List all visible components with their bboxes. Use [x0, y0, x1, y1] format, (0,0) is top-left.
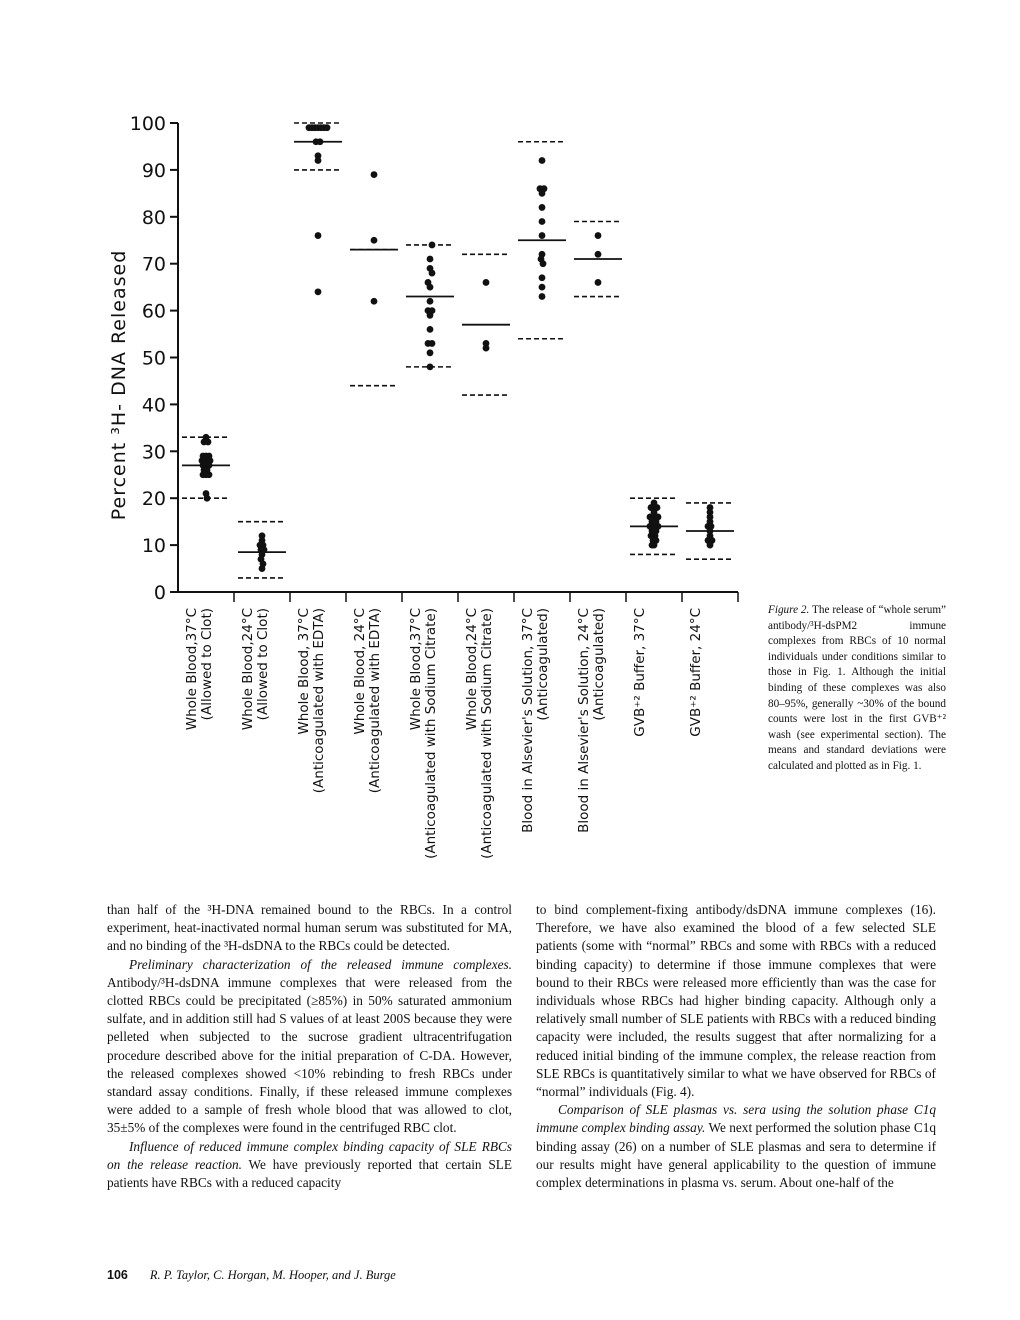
x-label-line2: (Anticoagulated): [535, 608, 551, 721]
paragraph: to bind complement-fixing antibody/dsDNA immune complexes (16). Therefore, we have also examined the blood of a few selected SLE patients (some with “normal” RBCs and some with RBCs with a reduced binding capacity) to determine if those immune complexes that were bound to their RBCs were released more efficiently than was the case for individuals whose RBCs had higher binding capacity. Although only a relatively small number of SLE patients with RBCs with a reduced binding capacity were included, the results suggest that after normalizing for a reduced initial binding of the immune complex, the release reaction from SLE RBCs is quantitatively similar to what we have observed for RBCs of “normal” individuals (Fig. 4).: [536, 902, 936, 1100]
data-point: [539, 274, 546, 281]
data-point: [429, 270, 436, 277]
data-group: [462, 254, 510, 395]
data-group: [518, 142, 566, 339]
data-point: [429, 242, 436, 249]
data-point: [371, 171, 378, 178]
data-point: [324, 124, 331, 131]
x-label-line2: (Anticoagulated with Sodium Citrate): [479, 608, 495, 859]
data-point: [427, 326, 434, 333]
data-point: [427, 256, 434, 263]
data-point: [427, 312, 434, 319]
y-tick-label: 30: [141, 441, 166, 464]
data-point: [427, 298, 434, 305]
x-label-line1: Whole Blood, 37°C: [296, 608, 312, 735]
x-label-line2: (Anticoagulated with EDTA): [367, 608, 383, 794]
section-heading: Preliminary characterization of the released immune complexes.: [129, 956, 512, 972]
x-label-line1: Whole Blood, 24°C: [352, 608, 368, 735]
x-label-line1: Whole Blood,24°C: [240, 608, 256, 731]
right-text-column: [536, 901, 936, 1192]
data-group: [238, 522, 286, 578]
footer-authors: R. P. Taylor, C. Horgan, M. Hooper, and J. Burge: [149, 1268, 396, 1282]
y-tick-label: 0: [153, 582, 166, 604]
x-label-line1: Whole Blood,37°C: [184, 608, 200, 731]
data-point: [371, 298, 378, 305]
y-tick-label: 80: [141, 206, 166, 229]
paragraph: Preliminary characterization of the released immune complexes. Antibody/³H-dsDNA immune complexes that were released from the clotted RBCs could be precipitated (≥85%) in 50% saturated ammonium sulfate, and in addition still had S values of at least 200S because they were pelleted when subjected to the sucrose gradient ultracentrifugation procedure described above for the initial preparation of C-DA. However, the released complexes showed <10% rebinding to fresh RBCs under standard assay conditions. Finally, if these released immune complexes were added to a sample of fresh whole blood that was allowed to clot, 35±5% of the complexes were found in the centrifuged RBC clot.: [107, 956, 512, 1136]
data-point: [595, 251, 602, 258]
data-point: [539, 284, 546, 291]
data-point: [649, 542, 656, 549]
data-point: [539, 293, 546, 300]
data-point: [483, 345, 490, 352]
data-point: [427, 284, 434, 291]
data-group: [294, 123, 342, 295]
x-label-line2: (Allowed to Clot): [199, 608, 215, 721]
data-group: [630, 498, 678, 554]
x-label-line1: Whole Blood,24°C: [464, 608, 480, 731]
x-axis: [178, 592, 738, 602]
data-point: [315, 288, 322, 295]
data-point: [539, 190, 546, 197]
data-group: [350, 171, 398, 385]
paragraph: Comparison of SLE plasmas vs. sera using the solution phase C1q immune complex binding assay. We next performed the solution phase C1q binding assay (26) on a number of SLE plasmas and sera to determine if our results might have general applicability to the question of immune complex determinations in plasma vs. serum. About one-half of the: [536, 1102, 936, 1191]
data-point: [205, 439, 212, 446]
data-point: [595, 279, 602, 286]
y-tick-label: 90: [141, 159, 166, 182]
y-tick-label: 10: [141, 535, 166, 558]
data-point: [540, 260, 547, 267]
section-heading: Comparison of SLE plasmas vs. sera using the solution phase C1q immune complex binding assay.: [536, 1102, 936, 1136]
data-point: [206, 471, 213, 478]
data-group: [182, 434, 230, 502]
y-tick-label: 40: [141, 394, 166, 417]
x-label-line2: (Allowed to Clot): [255, 608, 271, 721]
data-groups: [182, 123, 734, 578]
data-point: [539, 218, 546, 225]
data-point: [427, 363, 434, 370]
figure-caption: [768, 603, 946, 775]
paragraph: than half of the ³H-DNA remained bound to the RBCs. In a control experiment, heat-inactivated normal human serum was substituted for MA, and no binding of the ³H-dsDNA to the RBCs could be detected.: [107, 902, 512, 954]
x-label-line1: Whole Blood,37°C: [408, 608, 424, 731]
data-point: [315, 157, 322, 164]
x-label-line1: GVB⁺² Buffer, 24°C: [688, 608, 704, 737]
section-heading: Influence of reduced immune complex binding capacity of SLE RBCs on the release reaction.: [107, 1138, 512, 1172]
data-point: [315, 232, 322, 239]
caption-label: Figure 2.: [768, 604, 810, 616]
data-group: [406, 242, 454, 371]
data-group: [574, 221, 622, 296]
data-point: [427, 349, 434, 356]
data-point: [539, 204, 546, 211]
x-label-line2: (Anticoagulated with Sodium Citrate): [423, 608, 439, 859]
data-point: [259, 565, 266, 572]
left-text-column: [107, 901, 512, 1192]
data-point: [204, 495, 211, 502]
x-category-labels: [184, 608, 704, 859]
data-point: [539, 232, 546, 239]
caption-text: The release of “whole serum” antibody/³H-dsPM2 immune complexes from RBCs of 10 normal individuals under conditions similar to those in Fig. 1. Although the initial binding of these complexes was also 80–95%, generally ~30% of the bound counts were lost in the first GVB⁺² wash (see experimental section). The means and standard deviations were calculated and plotted as in Fig. 1.: [768, 604, 946, 772]
data-group: [686, 503, 734, 559]
y-tick-label: 100: [129, 113, 166, 135]
data-point: [371, 237, 378, 244]
y-tick-label: 20: [141, 488, 166, 511]
data-point: [483, 279, 490, 286]
x-label-line1: GVB⁺² Buffer, 37°C: [632, 608, 648, 737]
y-tick-label: 50: [141, 347, 166, 370]
data-point: [429, 340, 436, 347]
y-axis-label: Percent ³H- DNA Released: [108, 249, 130, 521]
data-point: [317, 138, 324, 145]
y-tick-label: 70: [141, 253, 166, 276]
page-number: 106: [107, 1268, 128, 1282]
x-label-line2: (Anticoagulated): [591, 608, 607, 721]
page-footer: [107, 1268, 396, 1283]
x-label-line2: (Anticoagulated with EDTA): [311, 608, 327, 794]
x-label-line1: Blood in Alsevier's Solution, 37°C: [520, 608, 536, 833]
x-label-line1: Blood in Alsevier's Solution, 24°C: [576, 608, 592, 833]
paragraph: Influence of reduced immune complex binding capacity of SLE RBCs on the release reaction. We have previously reported that certain SLE patients have RBCs with a reduced capacity: [107, 1138, 512, 1191]
y-tick-label: 60: [141, 300, 166, 323]
y-axis: [130, 113, 178, 604]
data-point: [707, 542, 714, 549]
data-point: [595, 232, 602, 239]
data-point: [539, 157, 546, 164]
